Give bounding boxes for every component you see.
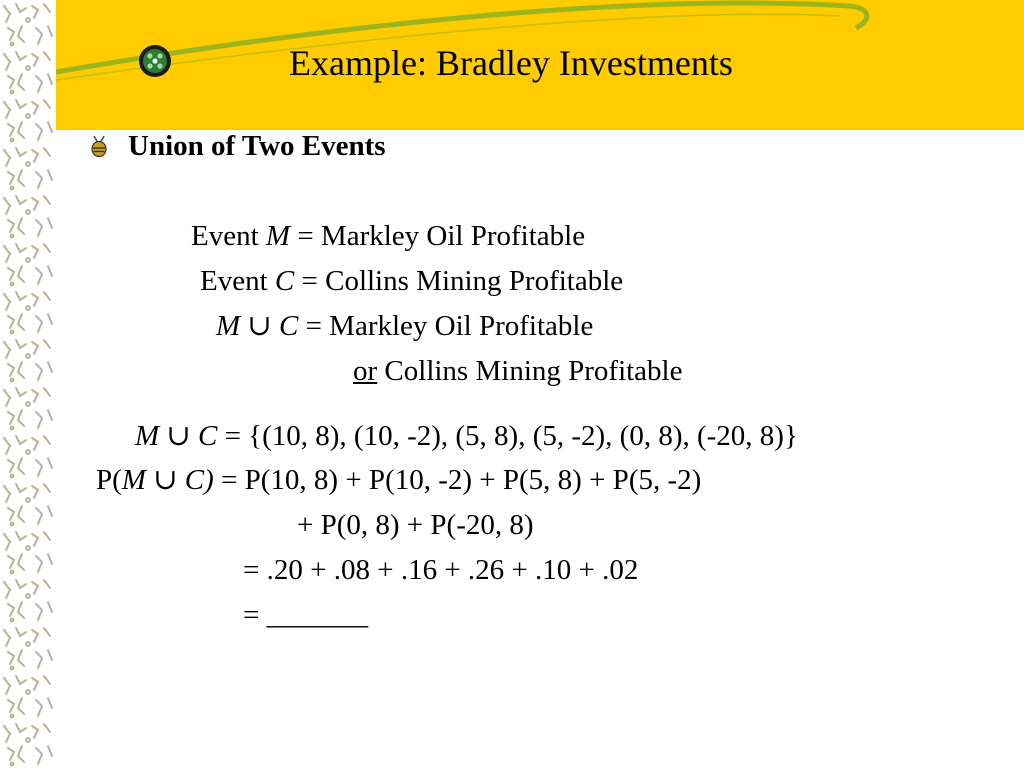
prob-open: P( bbox=[96, 464, 122, 496]
page-title: Example: Bradley Investments bbox=[289, 43, 733, 83]
probability-sum: = P(10, 8) + P(10, -2) + P(5, 8) + P(5, -2) bbox=[213, 464, 702, 496]
probability-answer-blank: = _______ bbox=[243, 599, 369, 631]
definition-prefix: Event bbox=[200, 265, 275, 297]
union-operator: ∪ bbox=[159, 420, 198, 452]
green-globe-icon bbox=[138, 44, 172, 78]
or-word: or bbox=[353, 355, 378, 387]
variable-m: M bbox=[121, 464, 146, 496]
variable-m: M bbox=[265, 220, 291, 252]
variable-m: M bbox=[135, 420, 160, 452]
variable-c: C bbox=[274, 265, 295, 297]
union-operator: ∪ bbox=[145, 464, 185, 496]
set-contents: = {(10, 8), (10, -2), (5, 8), (5, -2), (0, 8), (-20, 8)} bbox=[217, 420, 798, 452]
probability-line-2: + P(0, 8) + P(-20, 8) bbox=[297, 509, 534, 541]
definition-event-c bbox=[200, 263, 623, 299]
union-operator: ∪ bbox=[240, 310, 279, 342]
probability-line-1 bbox=[96, 462, 701, 498]
definition-text: Collins Mining Profitable bbox=[377, 355, 683, 387]
variable-m: M bbox=[216, 310, 241, 342]
definition-text: = Markley Oil Profitable bbox=[298, 310, 594, 342]
definition-union bbox=[216, 308, 593, 344]
bullet-heading: Union of Two Events bbox=[128, 130, 386, 162]
definition-event-m bbox=[191, 218, 585, 254]
definition-prefix: Event bbox=[191, 220, 266, 252]
bee-icon bbox=[88, 134, 110, 158]
definition-text: = Markley Oil Profitable bbox=[290, 220, 586, 252]
union-set-line bbox=[135, 418, 798, 454]
definition-text: = Collins Mining Profitable bbox=[294, 265, 624, 297]
probability-line-3: = .20 + .08 + .16 + .26 + .10 + .02 bbox=[243, 554, 639, 586]
definition-union-or bbox=[353, 353, 682, 389]
variable-c: C bbox=[278, 310, 299, 342]
variable-c: C) bbox=[184, 464, 214, 496]
variable-c: C bbox=[197, 420, 218, 452]
